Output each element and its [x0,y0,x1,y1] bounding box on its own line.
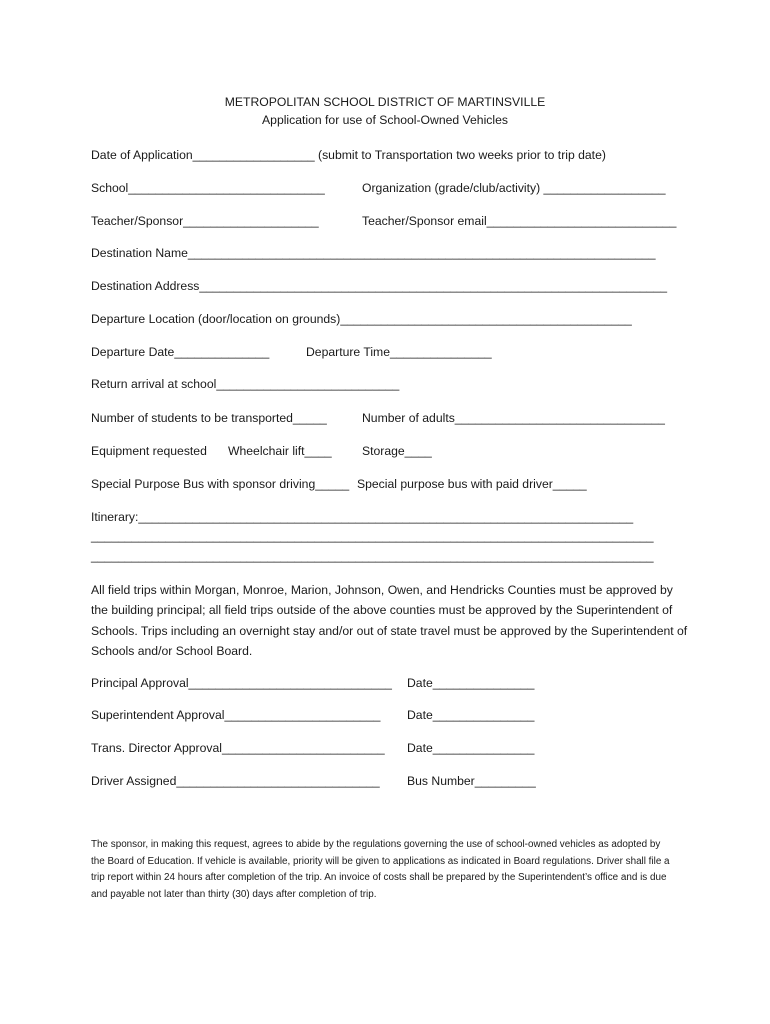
destination-address-field[interactable]: Destination Address_____________________________________________________________________ [91,279,668,293]
departure-location-field[interactable]: Departure Location (door/location on grounds)___________________________________________ [91,312,632,326]
policy-paragraph: All field trips within Morgan, Monroe, Marion, Johnson, Owen, and Hendricks Counties must be approved by the building principal; all field trips outside of the above counties must be approved by the Superintendent of Schools. Trips including an overnight stay and/or out of state travel must be approved by the Superintendent of Schools and/or School Board. [91,583,688,658]
district-title: METROPOLITAN SCHOOL DISTRICT OF MARTINSVILLE [224,95,546,109]
superintendent-approval-field[interactable]: Superintendent Approval_______________________ [91,708,381,722]
trans-director-approval-date-field[interactable]: Date_______________ [407,741,535,755]
principal-approval-field[interactable]: Principal Approval______________________________ [91,676,392,690]
itinerary-line[interactable]: ___________________________________________________________________________________ [91,549,654,563]
principal-approval-date-field[interactable]: Date_______________ [407,676,535,690]
wheelchair-lift-field[interactable]: Wheelchair lift____ [228,444,332,458]
superintendent-approval-date-field[interactable]: Date_______________ [407,708,535,722]
driver-assigned-field[interactable]: Driver Assigned______________________________ [91,774,380,788]
number-of-students-field[interactable]: Number of students to be transported_____ [91,411,327,425]
number-of-adults-field[interactable]: Number of adults_______________________________ [362,411,665,425]
trans-director-approval-field[interactable]: Trans. Director Approval________________________ [91,741,385,755]
destination-name-field[interactable]: Destination Name_____________________________________________________________________ [91,246,656,260]
date-of-application-field[interactable]: Date of Application__________________ (submit to Transportation two weeks prior to trip date) [91,148,606,162]
organization-field[interactable]: Organization (grade/club/activity) __________________ [362,181,666,195]
storage-field[interactable]: Storage____ [362,444,432,458]
form-subtitle: Application for use of School-Owned Vehicles [262,113,508,127]
teacher-sponsor-email-field[interactable]: Teacher/Sponsor email____________________________ [362,214,677,228]
equipment-requested-label: Equipment requested [91,444,207,458]
special-bus-sponsor-field[interactable]: Special Purpose Bus with sponsor driving_____ [91,477,350,491]
sponsor-agreement-note: The sponsor, in making this request, agrees to abide by the regulations governing the use of school-owned vehicles as adopted by the Board of Education. If vehicle is available, priority will be given to applications as indicated in Board regulations. Driver shall file a trip report within 24 hours after completion of the trip. An invoice of costs shall be prepared by the Superintendent’s office and is due and payable not later than thirty (30) days after completion of trip. [91,839,670,900]
bus-number-field[interactable]: Bus Number_________ [407,774,536,788]
itinerary-line[interactable]: ___________________________________________________________________________________ [91,529,654,543]
teacher-sponsor-field[interactable]: Teacher/Sponsor____________________ [91,214,319,228]
return-arrival-field[interactable]: Return arrival at school___________________________ [91,377,400,391]
special-bus-paid-field[interactable]: Special purpose bus with paid driver_____ [357,477,587,491]
departure-time-field[interactable]: Departure Time_______________ [306,345,492,359]
departure-date-field[interactable]: Departure Date______________ [91,345,270,359]
school-field[interactable]: School_____________________________ [91,181,325,195]
itinerary-field[interactable]: Itinerary:_________________________________________________________________________ [91,510,634,524]
